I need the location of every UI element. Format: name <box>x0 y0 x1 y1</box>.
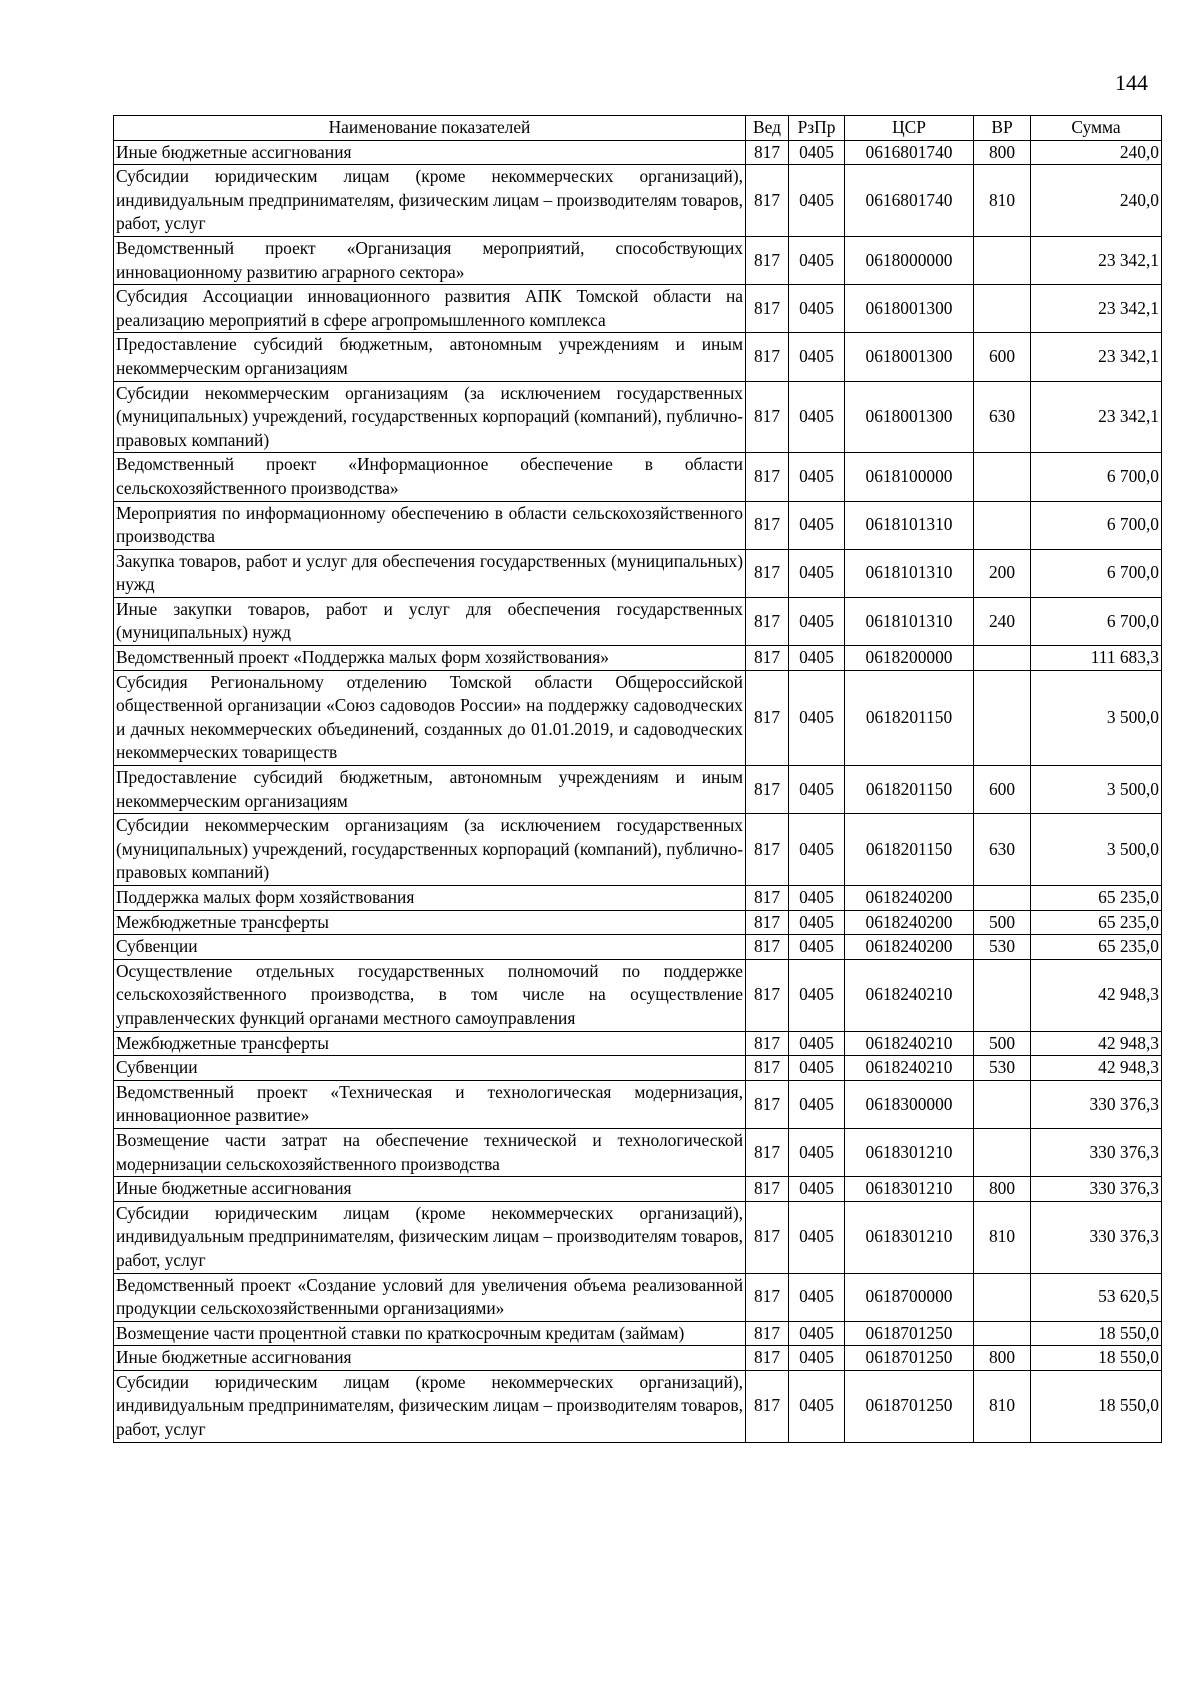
table-row <box>114 1080 1162 1128</box>
cell-ved: 817 <box>746 886 789 911</box>
cell-ved: 817 <box>746 333 789 381</box>
header-rzpr: РзПр <box>789 116 845 141</box>
cell-rzpr: 0405 <box>789 501 845 549</box>
cell-name: Иные закупки товаров, работ и услуг для обеспечения государственных (муниципальных) нужд <box>114 597 746 645</box>
cell-rzpr: 0405 <box>789 935 845 960</box>
table-header-row <box>114 116 1162 141</box>
header-ved: Вед <box>746 116 789 141</box>
cell-name: Субсидии юридическим лицам (кроме некоммерческих организаций), индивидуальным предпринимателям, физическим лицам – производителям товаров, работ, услуг <box>114 165 746 237</box>
cell-vr <box>974 285 1031 333</box>
cell-vr <box>974 236 1031 284</box>
cell-sum: 6 700,0 <box>1031 597 1162 645</box>
cell-rzpr: 0405 <box>789 910 845 935</box>
table-row <box>114 285 1162 333</box>
cell-name: Ведомственный проект «Информационное обеспечение в области сельскохозяйственного производства» <box>114 453 746 501</box>
cell-name: Ведомственный проект «Создание условий для увеличения объема реализованной продукции сельскохозяйственными организациями» <box>114 1273 746 1321</box>
cell-vr: 800 <box>974 140 1031 165</box>
header-vr: ВР <box>974 116 1031 141</box>
cell-sum: 240,0 <box>1031 165 1162 237</box>
table-row <box>114 910 1162 935</box>
cell-csr: 0618700000 <box>845 1273 974 1321</box>
cell-vr <box>974 646 1031 671</box>
cell-vr <box>974 1321 1031 1346</box>
table-row <box>114 1177 1162 1202</box>
cell-rzpr: 0405 <box>789 646 845 671</box>
cell-rzpr: 0405 <box>789 1177 845 1202</box>
cell-name: Возмещение части процентной ставки по краткосрочным кредитам (займам) <box>114 1321 746 1346</box>
cell-csr: 0618101310 <box>845 597 974 645</box>
cell-name: Предоставление субсидий бюджетным, автономным учреждениям и иным некоммерческим организациям <box>114 333 746 381</box>
cell-rzpr: 0405 <box>789 1370 845 1442</box>
table-row <box>114 1201 1162 1273</box>
cell-csr: 0618201150 <box>845 766 974 814</box>
cell-name: Иные бюджетные ассигнования <box>114 140 746 165</box>
cell-ved: 817 <box>746 453 789 501</box>
cell-ved: 817 <box>746 646 789 671</box>
cell-ved: 817 <box>746 1321 789 1346</box>
cell-name: Межбюджетные трансферты <box>114 1031 746 1056</box>
cell-name: Межбюджетные трансферты <box>114 910 746 935</box>
cell-sum: 330 376,3 <box>1031 1201 1162 1273</box>
cell-sum: 6 700,0 <box>1031 453 1162 501</box>
table-row <box>114 1056 1162 1081</box>
cell-rzpr: 0405 <box>789 1080 845 1128</box>
cell-csr: 0618240200 <box>845 935 974 960</box>
cell-csr: 0618300000 <box>845 1080 974 1128</box>
cell-rzpr: 0405 <box>789 1321 845 1346</box>
cell-name: Субвенции <box>114 1056 746 1081</box>
cell-vr: 500 <box>974 1031 1031 1056</box>
cell-csr: 0616801740 <box>845 140 974 165</box>
cell-csr: 0618201150 <box>845 670 974 765</box>
cell-sum: 23 342,1 <box>1031 236 1162 284</box>
cell-vr: 600 <box>974 766 1031 814</box>
cell-rzpr: 0405 <box>789 1031 845 1056</box>
header-sum: Сумма <box>1031 116 1162 141</box>
cell-vr: 500 <box>974 910 1031 935</box>
table-row <box>114 381 1162 453</box>
cell-sum: 23 342,1 <box>1031 333 1162 381</box>
cell-ved: 817 <box>746 140 789 165</box>
cell-rzpr: 0405 <box>789 1128 845 1176</box>
cell-vr <box>974 1128 1031 1176</box>
cell-ved: 817 <box>746 766 789 814</box>
cell-name: Субсидии юридическим лицам (кроме некоммерческих организаций), индивидуальным предпринимателям, физическим лицам – производителям товаров, работ, услуг <box>114 1370 746 1442</box>
cell-csr: 0618001300 <box>845 285 974 333</box>
cell-ved: 817 <box>746 1273 789 1321</box>
cell-vr <box>974 886 1031 911</box>
table-row <box>114 140 1162 165</box>
cell-name: Субсидия Региональному отделению Томской области Общероссийской общественной организации «Союз садоводов России» на поддержку садоводческих и дачных некоммерческих объединений, созданных до 01.01.2019, и садоводческих некоммерческих товариществ <box>114 670 746 765</box>
cell-ved: 817 <box>746 285 789 333</box>
cell-vr <box>974 1273 1031 1321</box>
cell-name: Поддержка малых форм хозяйствования <box>114 886 746 911</box>
cell-name: Закупка товаров, работ и услуг для обеспечения государственных (муниципальных) нужд <box>114 549 746 597</box>
cell-csr: 0618701250 <box>845 1321 974 1346</box>
cell-name: Ведомственный проект «Поддержка малых форм хозяйствования» <box>114 646 746 671</box>
cell-ved: 817 <box>746 959 789 1031</box>
cell-ved: 817 <box>746 1370 789 1442</box>
cell-sum: 65 235,0 <box>1031 886 1162 911</box>
cell-csr: 0618200000 <box>845 646 974 671</box>
table-row <box>114 766 1162 814</box>
cell-name: Субсидии юридическим лицам (кроме некоммерческих организаций), индивидуальным предпринимателям, физическим лицам – производителям товаров, работ, услуг <box>114 1201 746 1273</box>
cell-rzpr: 0405 <box>789 1201 845 1273</box>
cell-sum: 111 683,3 <box>1031 646 1162 671</box>
table-row <box>114 814 1162 886</box>
cell-csr: 0618240210 <box>845 1056 974 1081</box>
cell-name: Субсидия Ассоциации инновационного развития АПК Томской области на реализацию мероприятий в сфере агропромышленного комплекса <box>114 285 746 333</box>
cell-ved: 817 <box>746 1128 789 1176</box>
cell-rzpr: 0405 <box>789 333 845 381</box>
cell-csr: 0618240200 <box>845 910 974 935</box>
cell-ved: 817 <box>746 165 789 237</box>
cell-sum: 42 948,3 <box>1031 959 1162 1031</box>
cell-rzpr: 0405 <box>789 165 845 237</box>
table-row <box>114 1031 1162 1056</box>
cell-sum: 65 235,0 <box>1031 935 1162 960</box>
cell-csr: 0618101310 <box>845 501 974 549</box>
cell-vr <box>974 501 1031 549</box>
cell-csr: 0618701250 <box>845 1370 974 1442</box>
table-row <box>114 1273 1162 1321</box>
cell-name: Мероприятия по информационному обеспечению в области сельскохозяйственного производства <box>114 501 746 549</box>
cell-sum: 6 700,0 <box>1031 549 1162 597</box>
cell-vr: 800 <box>974 1177 1031 1202</box>
cell-ved: 817 <box>746 501 789 549</box>
cell-csr: 0618100000 <box>845 453 974 501</box>
cell-rzpr: 0405 <box>789 814 845 886</box>
cell-vr: 630 <box>974 381 1031 453</box>
cell-rzpr: 0405 <box>789 285 845 333</box>
cell-sum: 65 235,0 <box>1031 910 1162 935</box>
cell-vr: 200 <box>974 549 1031 597</box>
table-row <box>114 935 1162 960</box>
cell-csr: 0618101310 <box>845 549 974 597</box>
table-row <box>114 333 1162 381</box>
cell-ved: 817 <box>746 935 789 960</box>
table-row <box>114 959 1162 1031</box>
table-row <box>114 1321 1162 1346</box>
cell-sum: 3 500,0 <box>1031 814 1162 886</box>
cell-csr: 0616801740 <box>845 165 974 237</box>
cell-vr: 630 <box>974 814 1031 886</box>
cell-ved: 817 <box>746 1346 789 1371</box>
cell-rzpr: 0405 <box>789 959 845 1031</box>
cell-name: Иные бюджетные ассигнования <box>114 1177 746 1202</box>
cell-sum: 18 550,0 <box>1031 1321 1162 1346</box>
cell-name: Субсидии некоммерческим организациям (за исключением государственных (муниципальных) учреждений, государственных корпораций (компаний), публично-правовых компаний) <box>114 381 746 453</box>
cell-rzpr: 0405 <box>789 766 845 814</box>
cell-sum: 330 376,3 <box>1031 1080 1162 1128</box>
cell-name: Возмещение части затрат на обеспечение технической и технологической модернизации сельскохозяйственного производства <box>114 1128 746 1176</box>
cell-vr: 810 <box>974 165 1031 237</box>
table-row <box>114 501 1162 549</box>
cell-ved: 817 <box>746 1080 789 1128</box>
cell-csr: 0618001300 <box>845 333 974 381</box>
cell-csr: 0618001300 <box>845 381 974 453</box>
table-row <box>114 549 1162 597</box>
table-row <box>114 1346 1162 1371</box>
cell-ved: 817 <box>746 814 789 886</box>
cell-rzpr: 0405 <box>789 381 845 453</box>
cell-csr: 0618301210 <box>845 1201 974 1273</box>
cell-rzpr: 0405 <box>789 1056 845 1081</box>
cell-name: Предоставление субсидий бюджетным, автономным учреждениям и иным некоммерческим организациям <box>114 766 746 814</box>
cell-ved: 817 <box>746 1177 789 1202</box>
cell-name: Субвенции <box>114 935 746 960</box>
cell-sum: 18 550,0 <box>1031 1370 1162 1442</box>
table-row <box>114 670 1162 765</box>
cell-vr <box>974 453 1031 501</box>
cell-sum: 6 700,0 <box>1031 501 1162 549</box>
cell-csr: 0618701250 <box>845 1346 974 1371</box>
table-row <box>114 886 1162 911</box>
cell-rzpr: 0405 <box>789 140 845 165</box>
cell-vr <box>974 670 1031 765</box>
cell-vr <box>974 959 1031 1031</box>
cell-vr: 810 <box>974 1201 1031 1273</box>
cell-sum: 3 500,0 <box>1031 766 1162 814</box>
cell-sum: 18 550,0 <box>1031 1346 1162 1371</box>
page-number: 144 <box>1115 70 1148 95</box>
cell-ved: 817 <box>746 1031 789 1056</box>
cell-name: Иные бюджетные ассигнования <box>114 1346 746 1371</box>
table-row <box>114 453 1162 501</box>
cell-rzpr: 0405 <box>789 236 845 284</box>
cell-rzpr: 0405 <box>789 597 845 645</box>
cell-csr: 0618240210 <box>845 1031 974 1056</box>
header-csr: ЦСР <box>845 116 974 141</box>
table-row <box>114 1128 1162 1176</box>
cell-vr <box>974 1080 1031 1128</box>
cell-sum: 3 500,0 <box>1031 670 1162 765</box>
cell-sum: 23 342,1 <box>1031 381 1162 453</box>
cell-vr: 810 <box>974 1370 1031 1442</box>
cell-rzpr: 0405 <box>789 549 845 597</box>
cell-sum: 42 948,3 <box>1031 1056 1162 1081</box>
cell-rzpr: 0405 <box>789 1273 845 1321</box>
cell-sum: 240,0 <box>1031 140 1162 165</box>
cell-csr: 0618201150 <box>845 814 974 886</box>
header-name: Наименование показателей <box>114 116 746 141</box>
cell-ved: 817 <box>746 381 789 453</box>
cell-csr: 0618301210 <box>845 1128 974 1176</box>
cell-rzpr: 0405 <box>789 886 845 911</box>
cell-vr: 530 <box>974 1056 1031 1081</box>
table-row <box>114 236 1162 284</box>
cell-sum: 42 948,3 <box>1031 1031 1162 1056</box>
cell-name: Ведомственный проект «Организация мероприятий, способствующих инновационному развитию аграрного сектора» <box>114 236 746 284</box>
cell-ved: 817 <box>746 1201 789 1273</box>
cell-rzpr: 0405 <box>789 670 845 765</box>
cell-name: Субсидии некоммерческим организациям (за исключением государственных (муниципальных) учреждений, государственных корпораций (компаний), публично-правовых компаний) <box>114 814 746 886</box>
table-row <box>114 165 1162 237</box>
cell-ved: 817 <box>746 1056 789 1081</box>
cell-csr: 0618240210 <box>845 959 974 1031</box>
cell-ved: 817 <box>746 236 789 284</box>
cell-ved: 817 <box>746 670 789 765</box>
cell-sum: 23 342,1 <box>1031 285 1162 333</box>
cell-rzpr: 0405 <box>789 1346 845 1371</box>
cell-vr: 600 <box>974 333 1031 381</box>
table-row <box>114 646 1162 671</box>
cell-name: Осуществление отдельных государственных полномочий по поддержке сельскохозяйственного производства, в том числе на осуществление управленческих функций органами местного самоуправления <box>114 959 746 1031</box>
cell-sum: 53 620,5 <box>1031 1273 1162 1321</box>
cell-vr: 800 <box>974 1346 1031 1371</box>
cell-vr: 530 <box>974 935 1031 960</box>
cell-sum: 330 376,3 <box>1031 1128 1162 1176</box>
table-row <box>114 597 1162 645</box>
cell-sum: 330 376,3 <box>1031 1177 1162 1202</box>
cell-name: Ведомственный проект «Техническая и технологическая модернизация, инновационное развитие» <box>114 1080 746 1128</box>
budget-table <box>113 115 1162 1443</box>
cell-ved: 817 <box>746 597 789 645</box>
cell-rzpr: 0405 <box>789 453 845 501</box>
cell-vr: 240 <box>974 597 1031 645</box>
cell-csr: 0618000000 <box>845 236 974 284</box>
cell-csr: 0618240200 <box>845 886 974 911</box>
cell-ved: 817 <box>746 910 789 935</box>
cell-ved: 817 <box>746 549 789 597</box>
cell-csr: 0618301210 <box>845 1177 974 1202</box>
table-row <box>114 1370 1162 1442</box>
